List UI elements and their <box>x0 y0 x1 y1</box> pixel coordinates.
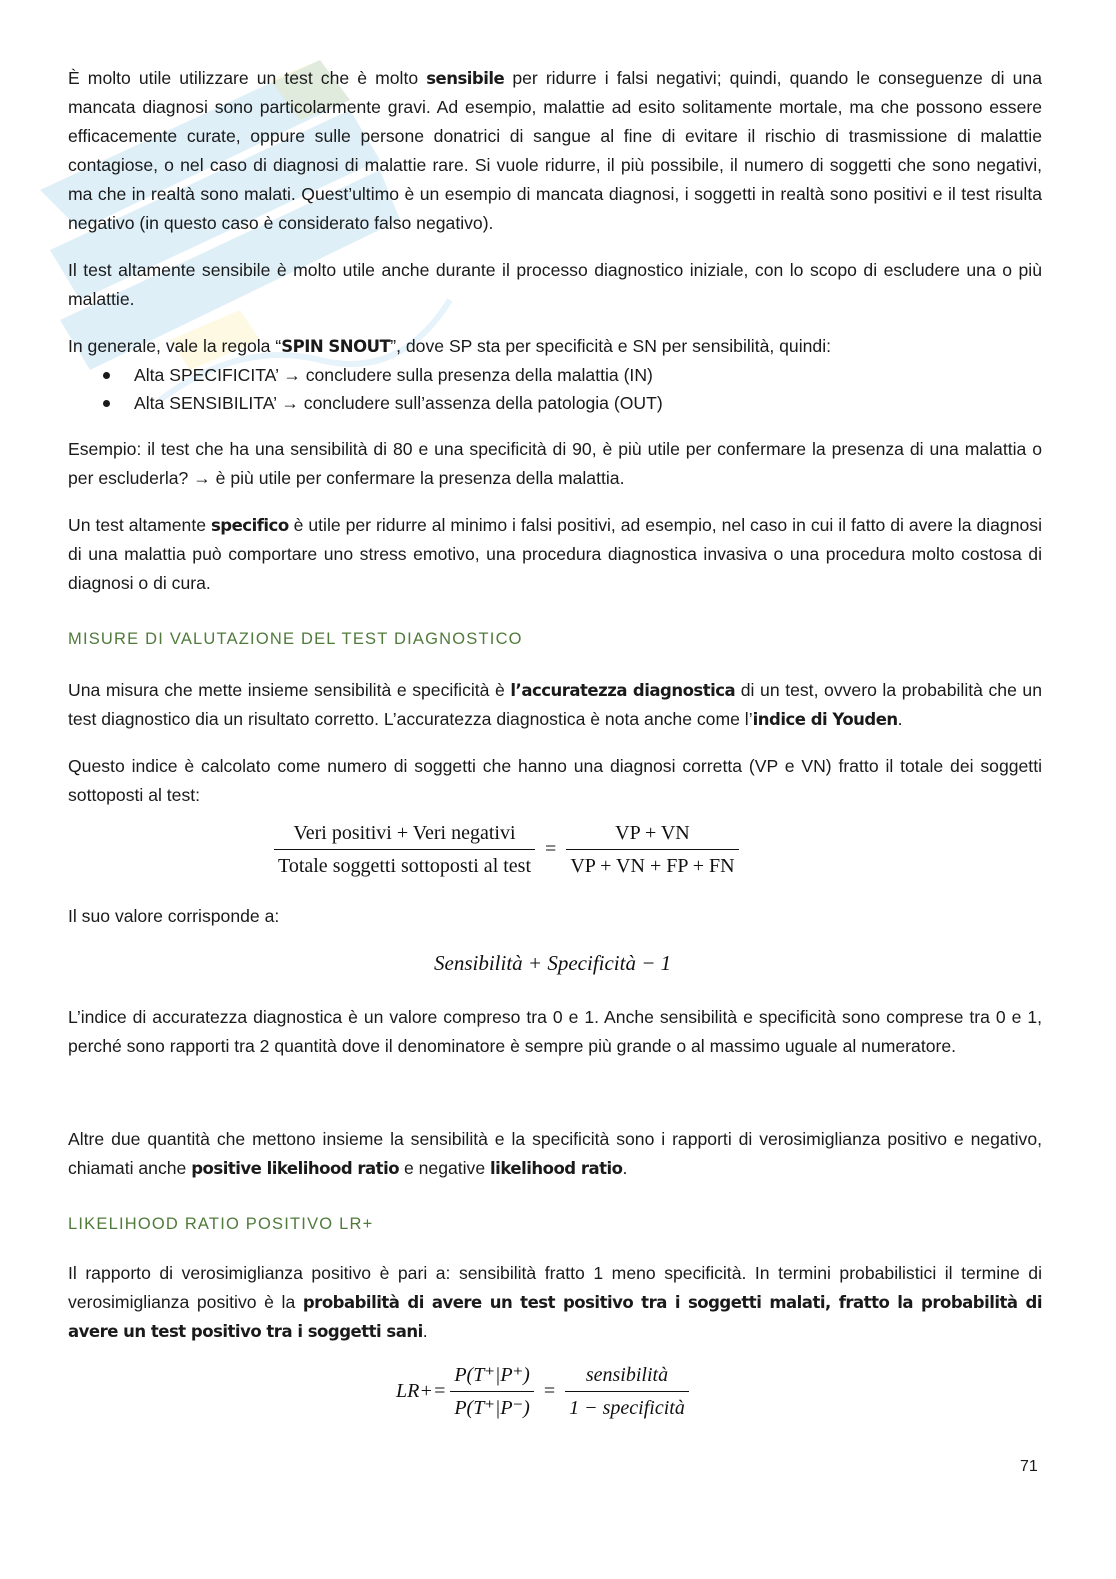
section-heading-lr-positivo: LIKELIHOOD RATIO POSITIVO LR+ <box>68 1215 374 1233</box>
equals-sign: = <box>545 838 557 860</box>
fraction-numerator: P(T⁺|P⁺) <box>454 1364 530 1386</box>
paragraph-valore: Il suo valore corrisponde a: <box>68 906 280 926</box>
fraction-sens-spec <box>565 1362 689 1421</box>
formula-lhs: LR+= <box>396 1380 447 1402</box>
paragraph-test-sensibile: Il test altamente sensibile è molto utile anche durante il processo diagnostico iniziale, con lo scopo di escludere una o più malattie. <box>68 260 1042 309</box>
bullet-item-sensibilita: Alta SENSIBILITA’ → concludere sull’assenza della patologia (OUT) <box>68 389 1042 417</box>
paragraph-text: Un test altamente <box>68 515 211 535</box>
paragraph-text: di un test, ovvero la probabilità che un test diagnostico dia un risultato corretto. L’accuratezza diagnostica è nota anche come l’ <box>68 680 1043 729</box>
document-page-lower <box>68 902 1042 931</box>
bullet-item-specificita: Alta SPECIFICITA’ → concludere sulla presenza della malattia (IN) <box>68 361 1042 389</box>
keyword-sensibile: sensibile <box>426 69 505 88</box>
paragraph-accuratezza <box>68 676 1042 734</box>
document-page <box>68 64 1042 810</box>
paragraph-indice-calcolo: Questo indice è calcolato come numero di soggetti che hanno una diagnosi corretta (VP e VN) fratto il totale dei soggetti sottoposti al test: <box>68 756 1042 805</box>
paragraph-text: è utile per ridurre al minimo i falsi positivi, ad esempio, nel caso in cui il fatto di avere la diagnosi di una malattia può comportare uno stress emotivo, una procedura diagnostica invasiva o una procedura molto costosa di diagnosi o di cura. <box>68 515 1042 593</box>
paragraph-text: Una misura che mette insieme sensibilità e specificità è <box>68 680 511 700</box>
paragraph-text: ”, dove SP sta per specificità e SN per sensibilità, quindi: <box>390 336 831 356</box>
paragraph-indice-range: L’indice di accuratezza diagnostica è un valore compreso tra 0 e 1. Anche sensibilità e specificità sono comprese tra 0 e 1, perché sono rapporti tra 2 quantità dove il denominatore è sempre più grande o al massimo uguale al numeratore. <box>68 1007 1042 1056</box>
paragraph-text: e negative <box>399 1158 491 1178</box>
fraction-numerator: Veri positivi + Veri negativi <box>293 822 516 844</box>
paragraph-likelihood <box>68 1125 1042 1183</box>
keyword-accuratezza: l’accuratezza diagnostica <box>510 681 736 700</box>
keyword-probabilita: probabilità di avere un test positivo tra i soggetti malati, fratto la probabilità di avere un test positivo tra i soggetti sani <box>68 1293 1043 1341</box>
paragraph-text: Il rapporto di verosimiglianza positivo è pari a: sensibilità fratto 1 meno specificità. In termini probabilistici il termine di verosimiglianza positivo è la <box>68 1263 1042 1312</box>
keyword-youden: indice di Youden <box>752 710 898 729</box>
fraction-probability <box>450 1362 534 1421</box>
paragraph-text: È molto utile utilizzare un test che è molto <box>68 68 427 88</box>
paragraph-sensibile <box>68 64 1042 238</box>
fraction-denominator: 1 − specificità <box>565 1391 689 1421</box>
section-heading-misure: MISURE DI VALUTAZIONE DEL TEST DIAGNOSTICO <box>68 630 523 648</box>
paragraph-text: In generale, vale la regola “ <box>68 336 282 356</box>
fraction-denominator: P(T⁺|P⁻) <box>450 1391 534 1421</box>
formula-accuratezza <box>270 820 743 879</box>
keyword-lr: likelihood ratio <box>490 1159 623 1178</box>
formula-lr-positivo <box>396 1362 693 1421</box>
paragraph-text: . <box>622 1158 628 1178</box>
equals-sign: = <box>543 1380 556 1402</box>
keyword-spin-snout: SPIN SNOUT <box>281 337 391 356</box>
document-page-lower2 <box>68 1003 1042 1346</box>
fraction-numerator: VP + VN <box>615 822 690 844</box>
fraction-abbrev <box>566 820 738 879</box>
keyword-specifico: specifico <box>210 516 289 535</box>
keyword-positive-lr: positive likelihood ratio <box>191 1159 400 1178</box>
paragraph-lr-definizione <box>68 1259 1042 1346</box>
fraction-denominator: VP + VN + FP + FN <box>566 849 738 879</box>
paragraph-esempio: Esempio: il test che ha una sensibilità di 80 e una specificità di 90, è più utile per confermare la presenza di una malattia o per escluderla? → è più utile per confermare la presenza della malattia. <box>68 439 1042 488</box>
paragraph-text: . <box>897 709 903 729</box>
paragraph-text: . <box>422 1321 428 1341</box>
page-number: 71 <box>1020 1458 1038 1475</box>
fraction-numerator: sensibilità <box>585 1364 669 1386</box>
formula-youden: Sensibilità + Specificità − 1 <box>434 951 672 975</box>
paragraph-text: Altre due quantità che mettono insieme la sensibilità e la specificità sono i rapporti di verosimiglianza positivo e negativo, chiamati anche <box>68 1129 1042 1178</box>
bullet-list <box>68 361 1042 417</box>
fraction-denominator: Totale soggetti sottoposti al test <box>274 849 535 879</box>
paragraph-text: per ridurre i falsi negativi; quindi, quando le conseguenze di una mancata diagnosi sono particolarmente gravi. Ad esempio, malattie ad esito solitamente mortale, ma che possono essere efficacemente curate, oppure sulle persone donatrici di sangue al fine di evitare il rischio di trasmissione di malattie contagiose, o nel caso di diagnosi di malattie rare. Si vuole ridurre, il più possibile, il numero di soggetti che sono negativi, ma che in realtà sono malati. Quest’ultimo è un esempio di mancata diagnosi, i soggetti in realtà sono positivi e il test risulta negativo (in questo caso è considerato falso negativo). <box>68 68 1042 233</box>
fraction-words <box>274 820 535 879</box>
paragraph-specifico <box>68 511 1042 598</box>
paragraph-spin-snout <box>68 332 1042 361</box>
